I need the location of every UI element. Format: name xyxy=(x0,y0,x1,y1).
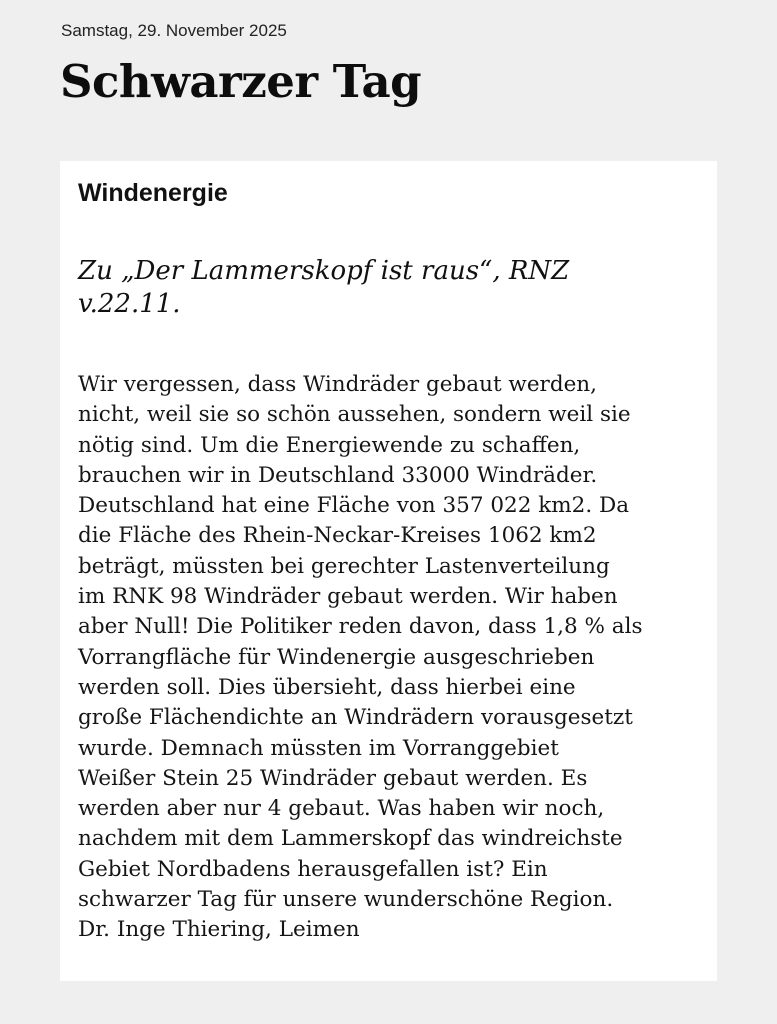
body-line: werden aber nur 4 gebaut. Was haben wir noch, xyxy=(78,796,605,822)
letter-body xyxy=(78,370,708,946)
body-line: nötig sind. Um die Energiewende zu schaffen, xyxy=(78,432,581,458)
body-line: große Flächendichte an Windrädern vorausgesetzt xyxy=(78,705,633,731)
body-line: werden soll. Dies übersieht, dass hierbei eine xyxy=(78,674,576,700)
body-line: aber Null! Die Politiker reden davon, dass 1,8 % als xyxy=(78,614,643,640)
article-reference-line: v.22.11. xyxy=(78,289,181,319)
body-line: wurde. Demnach müssten im Vorranggebiet xyxy=(78,735,559,761)
article-reference-line: Zu „Der Lammerskopf ist raus“, RNZ xyxy=(78,256,570,286)
body-line: Deutschland hat eine Fläche von 357 022 km2. Da xyxy=(78,493,630,519)
body-line: Gebiet Nordbadens herausgefallen ist? Ein xyxy=(78,856,548,882)
body-line: Wir vergessen, dass Windräder gebaut werden, xyxy=(78,372,597,397)
page-headline: Schwarzer Tag xyxy=(60,55,422,108)
body-line: nachdem mit dem Lammerskopf das windreichste xyxy=(78,826,623,852)
body-line: brauchen wir in Deutschland 33000 Windräder. xyxy=(78,462,598,488)
publication-date: Samstag, 29. November 2025 xyxy=(61,21,287,40)
body-line: Weißer Stein 25 Windräder gebaut werden. Es xyxy=(78,765,588,791)
author-line: Dr. Inge Thiering, Leimen xyxy=(78,917,360,943)
body-line: beträgt, müssten bei gerechter Lastenverteilung xyxy=(78,553,610,579)
body-line: nicht, weil sie so schön aussehen, sondern weil sie xyxy=(78,402,631,428)
body-line: Vorrangfläche für Windenergie ausgeschrieben xyxy=(78,644,595,670)
body-line: im RNK 98 Windräder gebaut werden. Wir haben xyxy=(78,584,618,610)
letter-card xyxy=(60,161,717,981)
article-reference xyxy=(78,255,678,321)
body-line: die Fläche des Rhein-Neckar-Kreises 1062 km2 xyxy=(78,523,597,549)
category-label: Windenergie xyxy=(78,179,228,207)
body-line: schwarzer Tag für unsere wunderschöne Region. xyxy=(78,887,614,913)
